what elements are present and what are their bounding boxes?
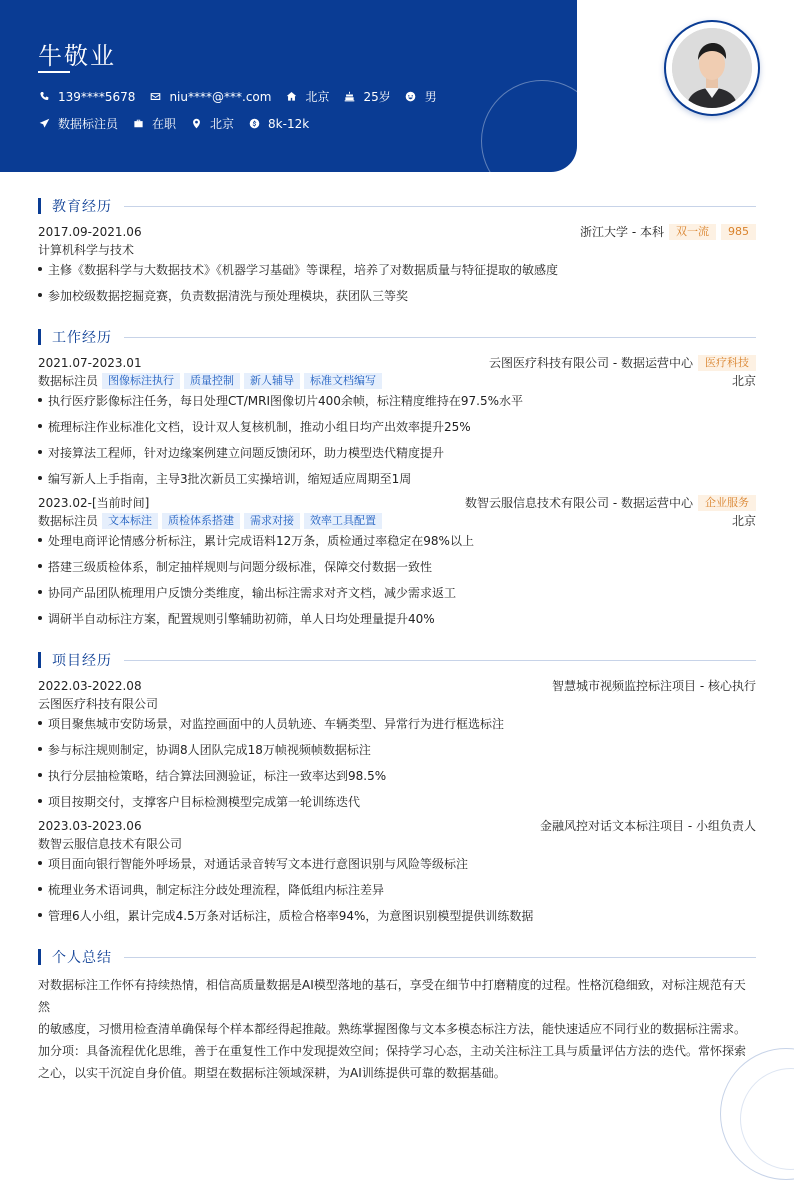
work-section-title xyxy=(38,327,756,347)
target-city-text: 北京 xyxy=(210,117,235,131)
list-item: 处理电商评论情感分析标注，累计完成语料12万条，质检通过率稳定在98%以上 xyxy=(38,533,756,549)
candidate-name: 牛敬业 xyxy=(38,42,116,70)
education-date: 2017.09-2021.06 xyxy=(38,225,142,239)
section-marker xyxy=(38,198,41,214)
skill-tag: 需求对接 xyxy=(244,513,300,529)
work-company: 数智云服信息技术有限公司 - 数据运营中心 xyxy=(465,496,693,510)
summary-text xyxy=(38,974,756,1084)
section-heading: 工作经历 xyxy=(52,330,112,346)
school-tag: 双一流 xyxy=(669,224,716,240)
skill-tag: 质量控制 xyxy=(184,373,240,389)
target-city-item xyxy=(190,115,234,132)
work-header-row xyxy=(38,495,756,511)
list-item: 项目聚焦城市安防场景，对监控画面中的人员轨迹、车辆类型、异常行为进行框选标注 xyxy=(38,716,756,732)
skill-tag: 文本标注 xyxy=(102,513,158,529)
education-header-row xyxy=(38,224,756,240)
list-item: 编写新人上手指南，主导3批次新员工实操培训，缩短适应周期至1周 xyxy=(38,471,756,487)
summary-section-title xyxy=(38,947,756,967)
gender-text: 男 xyxy=(424,90,437,104)
education-major-row xyxy=(38,242,756,258)
skill-tag: 效率工具配置 xyxy=(304,513,382,529)
cake-icon xyxy=(343,91,355,103)
hometown-item xyxy=(285,88,329,105)
education-section-title xyxy=(38,196,756,216)
section-marker xyxy=(38,949,41,965)
skill-tag: 标准文档编写 xyxy=(304,373,382,389)
phone-text: 139****5678 xyxy=(58,89,136,104)
project-date: 2022.03-2022.08 xyxy=(38,679,142,693)
work-role-row xyxy=(38,373,756,389)
section-divider xyxy=(124,660,756,661)
list-item: 参与标注规则制定，协调8人团队完成18万帧视频帧数据标注 xyxy=(38,742,756,758)
age-item xyxy=(343,88,390,105)
project-header-row xyxy=(38,678,756,694)
list-item: 执行医疗影像标注任务，每日处理CT/MRI图像切片400余帧，标注精度维持在97.5%水平 xyxy=(38,393,756,409)
list-item: 项目面向银行智能外呼场景，对通话录音转写文本进行意图识别与风险等级标注 xyxy=(38,856,756,872)
industry-tag: 医疗科技 xyxy=(698,355,756,371)
section-heading: 个人总结 xyxy=(52,950,112,966)
avatar xyxy=(672,28,752,108)
list-item: 项目按期交付，支撑客户目标检测模型完成第一轮训练迭代 xyxy=(38,794,756,810)
list-item: 梳理标注作业标准化文档，设计双人复核机制，推动小组日均产出效率提升25% xyxy=(38,419,756,435)
phone-icon xyxy=(38,91,50,103)
header-banner xyxy=(0,0,577,172)
work-city: 北京 xyxy=(731,374,756,388)
intent-row xyxy=(38,115,323,132)
project-company-row xyxy=(38,696,756,712)
briefcase-icon xyxy=(132,118,144,130)
section-divider xyxy=(124,957,756,958)
work-date: 2021.07-2023.01 xyxy=(38,356,142,370)
list-item: 管理6人小组，累计完成4.5万条对话标注，质检合格率94%，为意图识别模型提供训练数据 xyxy=(38,908,756,924)
age-text: 25岁 xyxy=(363,90,391,104)
section-marker xyxy=(38,329,41,345)
mail-icon xyxy=(149,91,161,103)
salary-item xyxy=(248,117,309,131)
avatar-frame xyxy=(664,20,760,116)
email-item xyxy=(149,90,271,104)
list-item: 搭建三级质检体系，制定抽样规则与问题分级标准，保障交付数据一致性 xyxy=(38,559,756,575)
list-item: 参加校级数据挖掘竞赛，负责数据清洗与预处理模块，获团队三等奖 xyxy=(38,288,756,304)
project-company: 数智云服信息技术有限公司 xyxy=(38,837,183,851)
home-icon xyxy=(285,91,297,103)
list-item: 调研半自动标注方案，配置规则引擎辅助初筛，单人日均处理量提升40% xyxy=(38,611,756,627)
work-header-row xyxy=(38,355,756,371)
send-icon xyxy=(38,118,50,130)
face-icon xyxy=(405,91,417,103)
list-item: 梳理业务术语词典，制定标注分歧处理流程，降低组内标注差异 xyxy=(38,882,756,898)
target-job-text: 数据标注员 xyxy=(58,117,119,131)
phone-item xyxy=(38,90,135,104)
status-item xyxy=(132,115,176,132)
decorative-ring xyxy=(481,80,577,172)
target-job-item xyxy=(38,115,118,132)
education-major: 计算机科学与技术 xyxy=(38,243,135,257)
summary-line: 对数据标注工作怀有持续热情，相信高质量数据是AI模型落地的基石，享受在细节中打磨精度的过程。性格沉稳细致，对标注规范有天然 xyxy=(38,978,746,1014)
skill-tag: 质检体系搭建 xyxy=(162,513,240,529)
gender-item xyxy=(405,88,437,105)
list-item: 对接算法工程师，针对边缘案例建立问题反馈闭环，助力模型迭代精度提升 xyxy=(38,445,756,461)
work-role: 数据标注员 xyxy=(38,374,99,388)
section-heading: 项目经历 xyxy=(52,653,112,669)
work-date: 2023.02-[当前时间] xyxy=(38,496,150,510)
list-item: 主修《数据科学与大数据技术》《机器学习基础》等课程，培养了对数据质量与特征提取的敏感度 xyxy=(38,262,756,278)
hometown-text: 北京 xyxy=(305,90,330,104)
project-title: 智慧城市视频监控标注项目 - 核心执行 xyxy=(552,679,756,693)
list-item: 执行分层抽检策略，结合算法回测验证，标注一致率达到98.5% xyxy=(38,768,756,784)
money-icon xyxy=(248,118,260,130)
section-divider xyxy=(124,206,756,207)
skill-tag: 图像标注执行 xyxy=(102,373,180,389)
section-heading: 教育经历 xyxy=(52,199,112,215)
work-role-row xyxy=(38,513,756,529)
section-divider xyxy=(124,337,756,338)
contact-row xyxy=(38,88,451,105)
email-text: niu****@***.com xyxy=(169,89,272,104)
project-section-title xyxy=(38,650,756,670)
summary-line: 的敏感度，习惯用检查清单确保每个样本都经得起推敲。熟练掌握图像与文本多模态标注方法，能快速适应不同行业的数据标注需求。 xyxy=(38,1022,747,1036)
work-company: 云图医疗科技有限公司 - 数据运营中心 xyxy=(489,356,693,370)
project-company: 云图医疗科技有限公司 xyxy=(38,697,159,711)
school-tag: 985 xyxy=(721,224,756,240)
summary-line: 加分项：具备流程优化思维，善于在重复性工作中发现提效空间；保持学习心态，主动关注标注工具与质量评估方法的迭代。常怀探索 xyxy=(38,1044,747,1058)
industry-tag: 企业服务 xyxy=(698,495,756,511)
summary-line: 之心，以实干沉淀自身价值。期望在数据标注领域深耕，为AI训练提供可靠的数据基础。 xyxy=(38,1066,506,1080)
work-role: 数据标注员 xyxy=(38,514,99,528)
skill-tag: 新人辅导 xyxy=(244,373,300,389)
education-school: 浙江大学 - 本科 xyxy=(580,225,664,239)
project-date: 2023.03-2023.06 xyxy=(38,819,142,833)
location-pin-icon xyxy=(190,118,202,130)
project-company-row xyxy=(38,836,756,852)
status-text: 在职 xyxy=(152,117,177,131)
project-title: 金融风控对话文本标注项目 - 小组负责人 xyxy=(540,819,756,833)
project-header-row xyxy=(38,818,756,834)
name-underline xyxy=(38,71,70,73)
section-marker xyxy=(38,652,41,668)
list-item: 协同产品团队梳理用户反馈分类维度，输出标注需求对齐文档，减少需求返工 xyxy=(38,585,756,601)
salary-text: 8k-12k xyxy=(268,116,310,131)
work-city: 北京 xyxy=(731,514,756,528)
